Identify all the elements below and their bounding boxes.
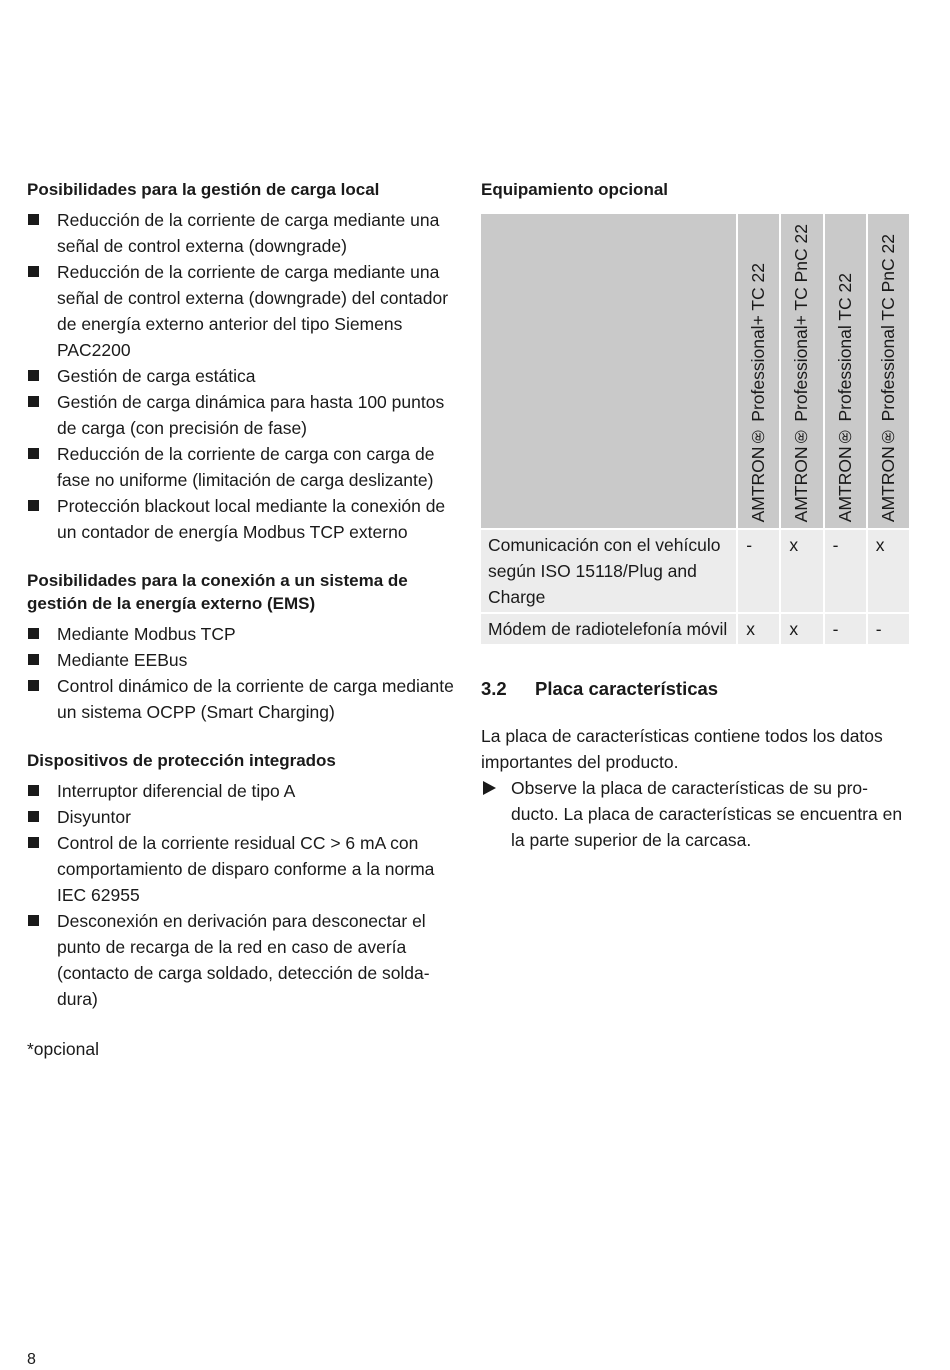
list-item-text: Disyuntor [57, 807, 131, 827]
value-cell: - [868, 612, 909, 644]
instruction-text: Observe la placa de características de su producto. La placa de características se encuentra en la parte superior de la carcasa. [511, 778, 903, 850]
model-header-label: AMTRON® Professional+ TC PnC 22 [791, 223, 812, 522]
list-item-text: Reducción de la corriente de carga mediante una señal de control externa (downgrade) del contador de energía externo anterior del tipo Siemens PAC2200 [57, 262, 449, 360]
list-item-text: Reducción de la corriente de carga con carga de fase no uniforme (limitación de carga deslizante) [57, 444, 435, 490]
section-number: 3.2 [481, 678, 507, 699]
section-title-3-2 [481, 676, 909, 702]
model-header-label: AMTRON® Professional TC 22 [834, 272, 855, 522]
list-item [27, 778, 459, 804]
square-bullet-icon [28, 448, 39, 459]
feature-cell: Comunicación con el vehículo según ISO 15118/Plug and Charge [481, 528, 738, 612]
bullet-list [27, 621, 459, 725]
section-heading: Posibilidades para la conexión a un sistema de gestión de la energía externo (EMS) [27, 571, 408, 613]
list-item-text: Mediante Modbus TCP [57, 624, 236, 644]
model-header-label: AMTRON® Professional+ TC 22 [748, 262, 769, 522]
value-cell: - [825, 612, 868, 644]
list-item [27, 207, 459, 259]
instruction-step [481, 775, 909, 853]
square-bullet-icon [28, 266, 39, 277]
list-item [27, 804, 459, 830]
value-cell: x [738, 612, 781, 644]
table-row [481, 612, 909, 644]
model-header-cell [868, 214, 909, 528]
square-bullet-icon [28, 500, 39, 511]
list-item-text: Control de la corriente residual CC > 6 mA con comportamiento de disparo conforme a la norma IEC 62955 [57, 833, 435, 905]
model-header-cell [825, 214, 868, 528]
list-item [27, 259, 459, 363]
list-item [27, 647, 459, 673]
square-bullet-icon [28, 915, 39, 926]
list-item [27, 908, 459, 1012]
value-cell: x [868, 528, 909, 612]
value-cell: - [738, 528, 781, 612]
optional-equipment-table [481, 214, 909, 644]
left-column [27, 178, 459, 1062]
value-cell: x [781, 612, 824, 644]
table-corner-cell [481, 214, 738, 528]
body-paragraph: La placa de características contiene todos los datos importantes del producto. [481, 726, 883, 772]
list-item-text: Gestión de carga estática [57, 366, 256, 386]
square-bullet-icon [28, 785, 39, 796]
list-item [27, 830, 459, 908]
square-bullet-icon [28, 214, 39, 225]
list-item-text: Gestión de carga dinámica para hasta 100 puntos de carga (con precisión de fase) [57, 392, 445, 438]
square-bullet-icon [28, 811, 39, 822]
table-header-row [481, 214, 909, 528]
list-item [27, 363, 459, 389]
list-item [27, 493, 459, 545]
bullet-list [27, 207, 459, 545]
square-bullet-icon [28, 370, 39, 381]
feature-cell: Módem de radiotelefonía móvil [481, 612, 738, 644]
list-item-text: Desconexión en derivación para desconectar el punto de recarga de la red en caso de avería (contacto de carga soldado, detección de soldadura) [57, 911, 430, 1009]
list-item-text: Mediante EEBus [57, 650, 188, 670]
square-bullet-icon [28, 628, 39, 639]
square-bullet-icon [28, 837, 39, 848]
square-bullet-icon [28, 396, 39, 407]
protection-devices-section [27, 749, 459, 1012]
table-row [481, 528, 909, 612]
model-header-label: AMTRON® Professional TC PnC 22 [877, 233, 898, 522]
list-item [27, 621, 459, 647]
square-bullet-icon [28, 654, 39, 665]
local-load-management-section [27, 178, 459, 545]
model-header-cell [781, 214, 824, 528]
list-item [27, 441, 459, 493]
list-item-text: Reducción de la corriente de carga mediante una señal de control externa (downgrade) [57, 210, 440, 256]
ems-connection-section [27, 569, 459, 725]
optional-equipment-heading: Equipamiento opcional [481, 180, 669, 199]
footnote-optional: *opcional [27, 1039, 99, 1059]
list-item [27, 673, 459, 725]
value-cell: x [781, 528, 824, 612]
value-cell: - [825, 528, 868, 612]
page-number: 8 [27, 1351, 36, 1368]
section-heading: Posibilidades para la gestión de carga local [27, 180, 380, 199]
square-bullet-icon [28, 680, 39, 691]
model-header-cell [738, 214, 781, 528]
right-column [481, 178, 909, 853]
triangle-arrow-icon [483, 781, 496, 795]
list-item-text: Protección blackout local mediante la conexión de un contador de energía Modbus TCP externo [57, 496, 446, 542]
section-heading: Dispositivos de protección integrados [27, 751, 336, 770]
list-item [27, 389, 459, 441]
list-item-text: Control dinámico de la corriente de carga mediante un sistema OCPP (Smart Charging) [57, 676, 454, 722]
bullet-list [27, 778, 459, 1012]
section-title-text: Placa características [535, 678, 719, 699]
list-item-text: Interruptor diferencial de tipo A [57, 781, 296, 801]
